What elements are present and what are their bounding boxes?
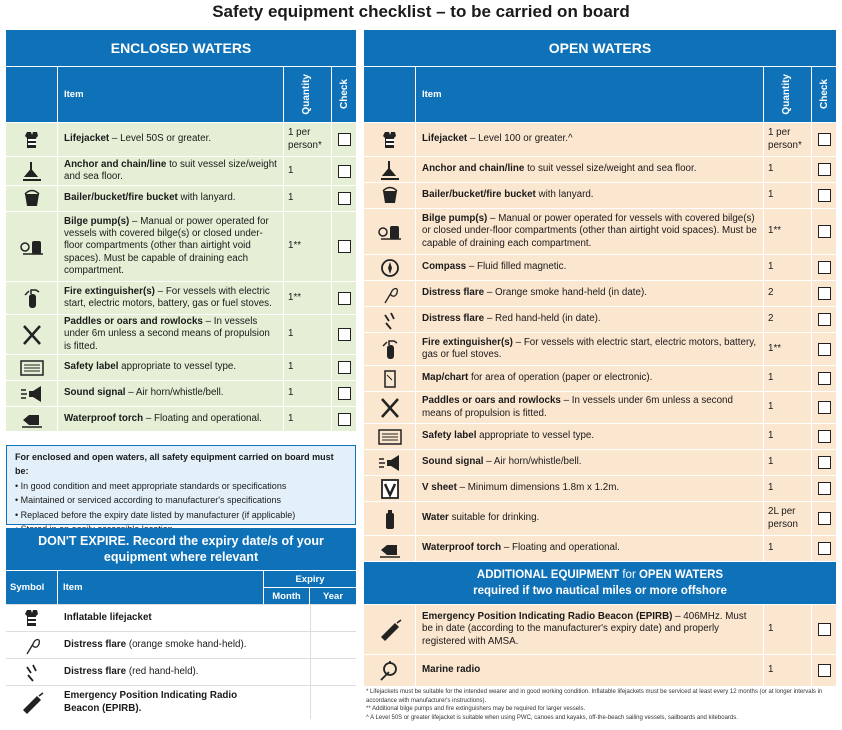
page-title: Safety equipment checklist – to be carried on board	[212, 2, 630, 21]
column-item: Item	[58, 571, 264, 604]
item-description: – Level 50S or greater.	[109, 133, 212, 145]
item-description: – Floating and operational.	[501, 542, 620, 554]
item-quantity: 2L per person	[764, 502, 812, 535]
horn-icon	[6, 381, 58, 406]
item-quantity: 1	[764, 655, 812, 686]
item-name: Lifejacket	[422, 133, 468, 145]
expiry-column-header	[6, 570, 356, 604]
item-description: with lanyard.	[177, 192, 236, 204]
column-quantity: Quantity	[781, 74, 793, 115]
check-cell	[812, 392, 836, 423]
item-quantity: 1	[764, 157, 812, 182]
check-box[interactable]	[338, 165, 351, 178]
table-row	[364, 449, 836, 475]
table-row	[364, 280, 836, 306]
item-name: Paddles or oars and rowlocks	[64, 316, 203, 328]
table-row	[6, 685, 356, 719]
additional-heading-a: ADDITIONAL EQUIPMENT	[476, 569, 620, 581]
table-row	[6, 631, 356, 658]
item-name: Distress flare	[422, 313, 485, 325]
anchor-icon	[6, 157, 58, 185]
table-row	[364, 156, 836, 182]
item-name: Waterproof torch	[422, 542, 502, 554]
table-row	[364, 475, 836, 501]
item-text	[58, 686, 264, 719]
check-cell	[332, 123, 356, 156]
check-cell	[812, 307, 836, 332]
table-row	[364, 182, 836, 208]
check-cell	[812, 183, 836, 208]
expiry-year-cell[interactable]	[310, 686, 356, 719]
expiry-year-cell[interactable]	[310, 632, 356, 658]
lifejacket-icon	[364, 123, 416, 156]
item-description: – Air horn/whistle/bell.	[125, 387, 224, 399]
item-quantity: 1	[764, 366, 812, 391]
item-name: Anchor and chain/line	[422, 163, 525, 175]
table-row	[364, 391, 836, 423]
item-name: Sound signal	[422, 456, 484, 468]
item-description: – Air horn/whistle/bell.	[483, 456, 582, 468]
requirements-note	[6, 445, 356, 525]
expiry-month-cell[interactable]	[264, 632, 310, 658]
item-name: V sheet	[422, 482, 457, 494]
item-quantity: 1	[764, 605, 812, 654]
check-box[interactable]	[338, 328, 351, 341]
item-description: – Floating and operational.	[143, 412, 262, 424]
item-name: Anchor and chain/line	[64, 158, 167, 170]
item-quantity: 1	[764, 450, 812, 475]
table-row	[6, 156, 356, 185]
enclosed-column-header	[6, 66, 356, 122]
additional-heading-d: required if two nautical miles or more offshore	[473, 584, 727, 597]
item-name: Distress flare	[64, 638, 127, 650]
check-cell	[332, 381, 356, 406]
check-cell	[812, 157, 836, 182]
open-heading: OPEN WATERS	[364, 30, 836, 66]
item-name: Lifejacket	[64, 133, 110, 145]
lifejacket-icon	[6, 123, 58, 156]
item-quantity: 1	[764, 183, 812, 208]
additional-heading	[364, 562, 836, 604]
check-box[interactable]	[338, 192, 351, 205]
item-description: – Fluid filled magnetic.	[466, 261, 567, 273]
table-row	[6, 122, 356, 156]
item-quantity: 1	[284, 157, 332, 185]
paddles-icon	[6, 315, 58, 354]
item-name: Distress flare	[64, 665, 127, 677]
expiry-month-cell[interactable]	[264, 659, 310, 685]
item-text	[58, 381, 284, 406]
check-cell	[812, 450, 836, 475]
check-box[interactable]	[818, 189, 831, 202]
check-cell	[812, 366, 836, 391]
item-quantity: 1 per person*	[284, 123, 332, 156]
horn-icon	[364, 450, 416, 475]
item-text	[416, 255, 764, 280]
item-name: Bilge pump(s)	[422, 213, 488, 225]
item-description: to suit vessel size/weight and sea floor.	[64, 158, 277, 182]
table-row	[364, 501, 836, 535]
inflatable-lifejacket-icon	[6, 605, 58, 631]
item-description: to suit vessel size/weight and sea floor.	[524, 163, 697, 175]
item-name: Emergency Position Indicating Radio Beacon (EPIRB)	[422, 611, 673, 623]
table-row	[364, 654, 836, 686]
open-waters-panel	[364, 30, 836, 561]
expiry-panel	[6, 528, 356, 719]
red-flare-icon	[364, 307, 416, 332]
check-cell	[812, 605, 836, 654]
column-check: Check	[338, 79, 350, 110]
table-row	[364, 423, 836, 449]
item-description: – Manual or power operated for vessels with covered bilge(s) or closed under-floor compartments (other than airtight void spaces). Must be capable of draining each compartment.	[64, 215, 269, 276]
item-text	[416, 424, 764, 449]
check-box[interactable]	[818, 456, 831, 469]
item-text	[416, 476, 764, 501]
item-text	[416, 502, 764, 535]
item-name: Emergency Position Indicating Radio Beacon (EPIRB).	[64, 690, 238, 714]
check-box[interactable]	[818, 163, 831, 176]
item-text	[58, 407, 284, 431]
column-year: Year	[322, 591, 344, 602]
table-row	[364, 306, 836, 332]
item-text	[58, 632, 264, 658]
check-box[interactable]	[818, 430, 831, 443]
torch-icon	[364, 536, 416, 561]
check-cell	[332, 212, 356, 281]
check-cell	[812, 655, 836, 686]
item-description: for area of operation (paper or electronic).	[468, 372, 653, 384]
item-text	[416, 281, 764, 306]
table-row	[6, 406, 356, 431]
item-quantity: 1	[284, 355, 332, 380]
check-cell	[332, 282, 356, 314]
bilge-pump-icon	[6, 212, 58, 281]
item-text	[58, 355, 284, 380]
bucket-icon	[364, 183, 416, 208]
item-text	[58, 123, 284, 156]
expiry-heading-bold: DON'T EXPIRE.	[38, 534, 130, 548]
expiry-month-cell[interactable]	[264, 686, 310, 719]
safety-label-icon	[364, 424, 416, 449]
item-quantity: 1	[284, 315, 332, 354]
item-text	[416, 655, 764, 686]
enclosed-heading: ENCLOSED WATERS	[6, 30, 356, 66]
item-text	[416, 605, 764, 654]
check-cell	[812, 209, 836, 254]
column-item: Item	[58, 67, 284, 122]
table-row	[6, 185, 356, 211]
check-box[interactable]	[338, 240, 351, 253]
item-description: – Level 100 or greater.^	[467, 133, 573, 145]
check-cell	[812, 333, 836, 365]
check-cell	[812, 123, 836, 156]
item-quantity: 1**	[764, 333, 812, 365]
item-name: Inflatable lifejacket	[64, 611, 152, 623]
item-name: Water	[422, 512, 449, 524]
item-description: with lanyard.	[535, 189, 594, 201]
table-row	[6, 314, 356, 354]
check-box[interactable]	[818, 401, 831, 414]
item-description: – In vessels under 6m unless a second means of propulsion is fitted.	[422, 395, 733, 419]
check-cell	[812, 502, 836, 535]
check-box[interactable]	[818, 313, 831, 326]
map-icon	[364, 366, 416, 391]
item-quantity: 2	[764, 307, 812, 332]
check-cell	[812, 424, 836, 449]
table-row	[364, 208, 836, 254]
check-cell	[332, 186, 356, 211]
item-quantity: 1	[764, 424, 812, 449]
footnote: ** Additional bilge pumps and fire extinguishers may be required for larger vessels.	[366, 706, 586, 713]
column-symbol: Symbol	[6, 571, 58, 604]
item-description: – In vessels under 6m unless a second means of propulsion is fitted.	[64, 316, 270, 352]
item-description: (orange smoke hand-held).	[126, 638, 247, 650]
check-box[interactable]	[818, 482, 831, 495]
check-box[interactable]	[338, 361, 351, 374]
item-text	[58, 157, 284, 185]
check-cell	[812, 255, 836, 280]
item-name: Waterproof torch	[64, 412, 144, 424]
item-name: Marine radio	[422, 664, 481, 676]
footnote: ^ A Level 50S or greater lifejacket is suitable when using PWC, canoes and kayaks, off-the-beach sailing vessels, sailboards and kiteboards.	[366, 715, 738, 722]
item-quantity: 1	[284, 407, 332, 431]
item-description: – For vessels with electric start, electric motors, battery, gas or fuel stoves.	[64, 285, 272, 309]
expiry-month-cell[interactable]	[264, 605, 310, 631]
radio-icon	[364, 655, 416, 686]
check-box[interactable]	[818, 623, 831, 636]
table-row	[364, 254, 836, 280]
item-description: – Manual or power operated for vessels with covered bilge(s) or closed under-floor compartments (other than airtight void spaces). Must be capable of draining each compartment.	[422, 213, 757, 249]
item-name: Bilge pump(s)	[64, 215, 130, 227]
compass-icon	[364, 255, 416, 280]
item-text	[58, 186, 284, 211]
open-column-header	[364, 66, 836, 122]
item-description: (red hand-held).	[126, 665, 199, 677]
item-text	[416, 536, 764, 561]
check-box[interactable]	[818, 372, 831, 385]
table-row	[6, 281, 356, 314]
column-expiry: Expiry	[264, 571, 356, 588]
check-box[interactable]	[818, 261, 831, 274]
item-text	[58, 605, 264, 631]
note-item: • In good condition and meet appropriate standards or specifications	[15, 480, 287, 491]
item-description: appropriate to vessel type.	[118, 361, 237, 373]
additional-heading-b: for	[619, 569, 639, 581]
item-name: Safety label	[64, 361, 119, 373]
item-text	[416, 450, 764, 475]
item-name: Map/chart	[422, 372, 469, 384]
table-row	[364, 604, 836, 654]
water-icon	[364, 502, 416, 535]
footnotes	[366, 688, 836, 723]
table-row	[6, 211, 356, 281]
check-cell	[332, 315, 356, 354]
check-box[interactable]	[818, 287, 831, 300]
item-name: Sound signal	[64, 387, 126, 399]
table-row	[364, 122, 836, 156]
item-description: – Orange smoke hand-held (in date).	[484, 287, 647, 299]
item-description: – 406MHz. Must be in date (according to the manufacturer's expiry date) and properly registered with AMSA.	[422, 611, 747, 647]
check-box[interactable]	[338, 292, 351, 305]
item-text	[416, 307, 764, 332]
check-cell	[332, 355, 356, 380]
check-box[interactable]	[818, 512, 831, 525]
additional-heading-c: OPEN WATERS	[638, 569, 724, 581]
check-cell	[332, 157, 356, 185]
check-box[interactable]	[338, 133, 351, 146]
table-row	[6, 604, 356, 631]
column-month: Month	[264, 588, 310, 605]
note-heading: For enclosed and open waters, all safety equipment carried on board must be:	[15, 452, 334, 477]
item-quantity: 1	[764, 536, 812, 561]
item-text	[416, 366, 764, 391]
column-check: Check	[818, 79, 830, 110]
check-box[interactable]	[338, 387, 351, 400]
item-quantity: 1**	[284, 282, 332, 314]
additional-equipment-panel	[364, 562, 836, 686]
item-text	[58, 315, 284, 354]
red-flare-icon	[6, 659, 58, 685]
item-name: Safety label	[422, 430, 477, 442]
item-text	[58, 212, 284, 281]
safety-label-icon	[6, 355, 58, 380]
item-text	[416, 333, 764, 365]
table-row	[6, 380, 356, 406]
column-quantity: Quantity	[301, 74, 313, 115]
check-cell	[812, 536, 836, 561]
item-name: Bailer/bucket/fire bucket	[422, 189, 536, 201]
item-description: – Minimum dimensions 1.8m x 1.2m.	[456, 482, 620, 494]
check-box[interactable]	[338, 413, 351, 426]
item-quantity: 1 per person*	[764, 123, 812, 156]
expiry-heading-rest: Record the expiry date/s of your equipment where relevant	[103, 534, 324, 564]
column-item: Item	[416, 67, 764, 122]
bilge-pump-icon	[364, 209, 416, 254]
torch-icon	[6, 407, 58, 431]
expiry-year-cell[interactable]	[310, 659, 356, 685]
item-quantity: 1	[764, 392, 812, 423]
table-row	[364, 365, 836, 391]
epirb-icon	[6, 686, 58, 719]
item-name: Fire extinguisher(s)	[422, 336, 513, 348]
item-name: Bailer/bucket/fire bucket	[64, 192, 178, 204]
item-quantity: 1**	[764, 209, 812, 254]
check-box[interactable]	[818, 133, 831, 146]
expiry-heading	[6, 528, 356, 570]
v-sheet-icon	[364, 476, 416, 501]
item-description: suitable for drinking.	[448, 512, 540, 524]
item-text	[416, 123, 764, 156]
expiry-year-cell[interactable]	[310, 605, 356, 631]
fire-extinguisher-icon	[364, 333, 416, 365]
check-cell	[812, 476, 836, 501]
item-text	[416, 392, 764, 423]
item-name: Distress flare	[422, 287, 485, 299]
orange-flare-icon	[6, 632, 58, 658]
item-text	[416, 209, 764, 254]
fire-extinguisher-icon	[6, 282, 58, 314]
note-item: • Maintained or serviced according to manufacturer's specifications	[15, 495, 281, 506]
item-name: Paddles or oars and rowlocks	[422, 395, 561, 407]
bucket-icon	[6, 186, 58, 211]
table-row	[364, 332, 836, 365]
anchor-icon	[364, 157, 416, 182]
item-text	[58, 659, 264, 685]
item-quantity: 1	[284, 186, 332, 211]
item-name: Compass	[422, 261, 467, 273]
item-quantity: 1**	[284, 212, 332, 281]
paddles-icon	[364, 392, 416, 423]
note-item: • Replaced before the expiry date listed by manufacturer (if applicable)	[15, 509, 296, 520]
item-text	[416, 183, 764, 208]
table-row	[6, 658, 356, 685]
table-row	[364, 535, 836, 561]
item-description: appropriate to vessel type.	[476, 430, 595, 442]
check-box[interactable]	[818, 542, 831, 555]
item-description: – Red hand-held (in date).	[484, 313, 601, 325]
orange-flare-icon	[364, 281, 416, 306]
check-cell	[812, 281, 836, 306]
check-cell	[332, 407, 356, 431]
item-quantity: 1	[284, 381, 332, 406]
table-row	[6, 354, 356, 380]
check-box[interactable]	[818, 225, 831, 238]
epirb-icon	[364, 605, 416, 654]
item-quantity: 1	[764, 476, 812, 501]
item-text	[416, 157, 764, 182]
item-quantity: 1	[764, 255, 812, 280]
enclosed-waters-panel	[6, 30, 356, 431]
check-box[interactable]	[818, 343, 831, 356]
item-name: Fire extinguisher(s)	[64, 285, 155, 297]
footnote: * Lifejackets must be suitable for the intended wearer and in good working condition. Inflatable lifejackets must be serviced at least every 12 months (or at longer intervals in accordance with manufacturer's instructions).	[366, 689, 823, 704]
item-quantity: 2	[764, 281, 812, 306]
item-text	[58, 282, 284, 314]
item-description: – For vessels with electric start, electric motors, battery, gas or fuel stoves.	[422, 336, 757, 360]
check-box[interactable]	[818, 664, 831, 677]
